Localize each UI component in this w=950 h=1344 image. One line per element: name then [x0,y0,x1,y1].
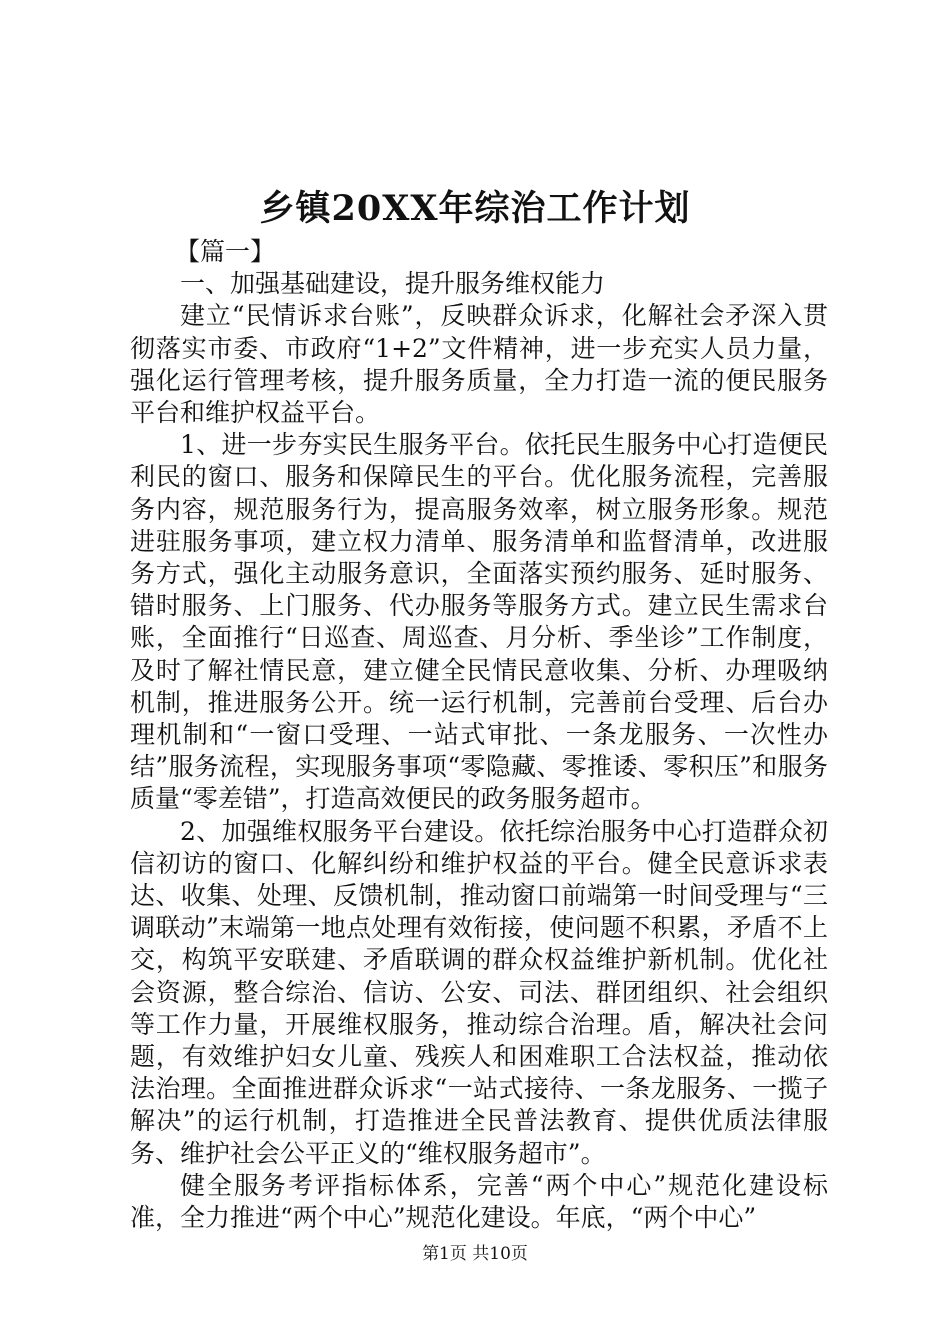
section-label: 【篇一】 [175,237,276,266]
document-title: 乡镇20XX年综治工作计划 [259,188,691,229]
paragraph: 建立“民情诉求台账”，反映群众诉求，化解社会矛深入贯彻落实市委、市政府“1+2”文件精神，进一步充实人员力量，强化运行管理考核，提升服务质量，全力打造一流的便民服务平台和维护权益平台。 [130,301,828,428]
paragraph: 健全服务考评指标体系，完善“两个中心”规范化建设标准，全力推进“两个中心”规范化建设。年底，“两个中心” [130,1170,828,1233]
document-body [130,236,828,1234]
page-footer: 第1页 共10页 [422,1244,528,1264]
section-heading: 一、加强基础建设，提升服务维权能力 [180,269,606,299]
paragraph: 2、加强维权服务平台建设。依托综治服务中心打造群众初信初访的窗口、化解纠纷和维护权益的平台。健全民意诉求表达、收集、处理、反馈机制，推动窗口前端第一时间受理与“三调联动”末端第一地点处理有效衔接，使问题不积累，矛盾不上交，构筑平安联建、矛盾联调的群众权益维护新机制。优化社会资源，整合综治、信访、公安、司法、群团组织、社会组织等工作力量，开展维权服务，推动综合治理。盾，解决社会问题，有效维护妇女儿童、残疾人和困难职工合法权益，推动依法治理。全面推进群众诉求“一站式接待、一条龙服务、一揽子解决”的运行机制，打造推进全民普法教育、提供优质法律服务、维护社会公平正义的“维权服务超市”。 [130,816,828,1168]
paragraph: 1、进一步夯实民生服务平台。依托民生服务中心打造便民利民的窗口、服务和保障民生的平台。优化服务流程，完善服务内容，规范服务行为，提高服务效率，树立服务形象。规范进驻服务事项，建立权力清单、服务清单和监督清单，改进服务方式，强化主动服务意识，全面落实预约服务、延时服务、错时服务、上门服务、代办服务等服务方式。建立民生需求台账，全面推行“日巡查、周巡查、月分析、季坐诊”工作制度，及时了解社情民意，建立健全民情民意收集、分析、办理吸纳机制，推进服务公开。统一运行机制，完善前台受理、后台办理机制和“一窗口受理、一站式审批、一条龙服务、一次性办结”服务流程，实现服务事项“零隐藏、零推诿、零积压”和服务质量“零差错”，打造高效便民的政务服务超市。 [130,430,828,814]
